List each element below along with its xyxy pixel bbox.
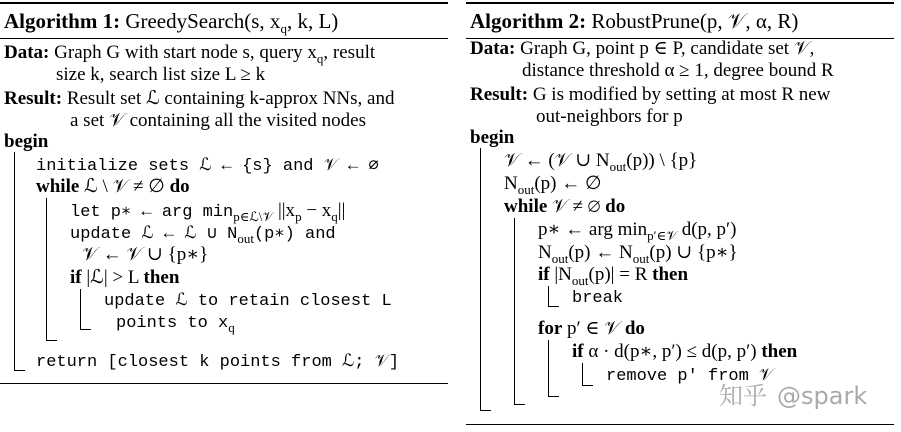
while-block-bar bbox=[46, 198, 57, 341]
step-remove: remove p′ from 𝒱 bbox=[606, 367, 774, 386]
algorithm-2 bbox=[466, 0, 894, 432]
data-line-1: Data: Graph G with start node s, query $x_q$, result bbox=[4, 42, 376, 66]
step-initialize: initialize sets ℒ ← {s} and 𝒱 ← ∅ bbox=[36, 157, 379, 176]
algorithm-2-label: Algorithm 2: bbox=[470, 9, 587, 33]
step-if: if |ℒ| > L then bbox=[70, 267, 180, 288]
step-let: let p∗ ← arg $\min_{p\in ℒ\backslash 𝒱} ||x_p - x_q||$ bbox=[70, 200, 346, 224]
while-block-bar bbox=[514, 218, 525, 405]
step-return: return [closest k points from ℒ; 𝒱] bbox=[36, 353, 400, 372]
data-line-2: distance threshold α ≥ 1, degree bound R bbox=[522, 60, 834, 81]
algorithm-1-name: GreedySearch(s, $x_q$, k, L) bbox=[125, 9, 339, 37]
step-for: for p′ ∈ 𝒱 do bbox=[538, 318, 645, 339]
begin-block-bar bbox=[480, 148, 491, 411]
step-retain-cont: points to $x_q$ bbox=[116, 314, 235, 335]
watermark-handle: @spark bbox=[777, 382, 868, 410]
algorithm-1-label: Algorithm 1: bbox=[4, 9, 121, 33]
step-argmin: p∗ ← arg $\min_{p'\in 𝒱} d(p$, p′) bbox=[538, 219, 737, 243]
step-neighbors-reset: $N_{out}(p)$ ← ∅ bbox=[504, 173, 602, 197]
step-break: break bbox=[572, 289, 624, 308]
result-line-1: Result: G is modified by setting at most R new bbox=[470, 84, 831, 105]
data-line-1: Data: Graph G, point p ∈ P, candidate set 𝒱, bbox=[470, 38, 815, 59]
algorithm-1-header bbox=[0, 2, 448, 39]
step-candidate-update: 𝒱 ← (𝒱 ∪ $N_{out}(p)$) \ {p} bbox=[504, 150, 698, 174]
step-if-degree: if $|N_{out}(p)| = R$ then bbox=[538, 264, 689, 288]
step-update: update ℒ ← ℒ ∪ $N_{out}(p∗)$ and bbox=[70, 225, 336, 246]
watermark-site: 知乎 bbox=[719, 382, 767, 410]
begin-keyword: begin bbox=[470, 127, 515, 148]
for-block-bar bbox=[548, 340, 559, 397]
step-visited-update: 𝒱 ← 𝒱 ∪ {p∗} bbox=[82, 244, 209, 265]
result-line-1: Result: Result set ℒ containing k-approx NNs, and bbox=[4, 88, 395, 109]
step-if-alpha: if α · d(p∗, p′) ≤ d(p, p′) then bbox=[572, 341, 798, 362]
algorithm-2-header bbox=[466, 2, 894, 39]
if-alpha-block-bar bbox=[582, 363, 593, 386]
algorithm-2-name: RobustPrune(p, 𝒱, α, R) bbox=[591, 9, 799, 33]
begin-block-bar bbox=[14, 152, 25, 371]
step-retain: update ℒ to retain closest L bbox=[104, 292, 392, 311]
result-line-2: a set 𝒱 containing all the visited nodes bbox=[70, 110, 367, 131]
step-while: while ℒ \ 𝒱 ≠ ∅ do bbox=[36, 176, 190, 197]
if-block-bar bbox=[80, 289, 91, 330]
watermark bbox=[719, 376, 867, 411]
if-degree-block-bar bbox=[548, 286, 559, 307]
begin-keyword: begin bbox=[4, 131, 49, 152]
algorithm-1-bottom-rule bbox=[0, 383, 448, 384]
algorithm-2-bottom-rule bbox=[466, 424, 894, 425]
step-while: while 𝒱 ≠ ∅ do bbox=[504, 196, 626, 217]
data-line-2: size k, search list size L ≥ k bbox=[56, 64, 266, 85]
step-add-neighbor: $N_{out}(p)$ ← $N_{out}(p)$ ∪ {p∗} bbox=[538, 242, 738, 266]
result-line-2: out-neighbors for p bbox=[536, 106, 683, 127]
algorithm-1 bbox=[0, 0, 448, 392]
